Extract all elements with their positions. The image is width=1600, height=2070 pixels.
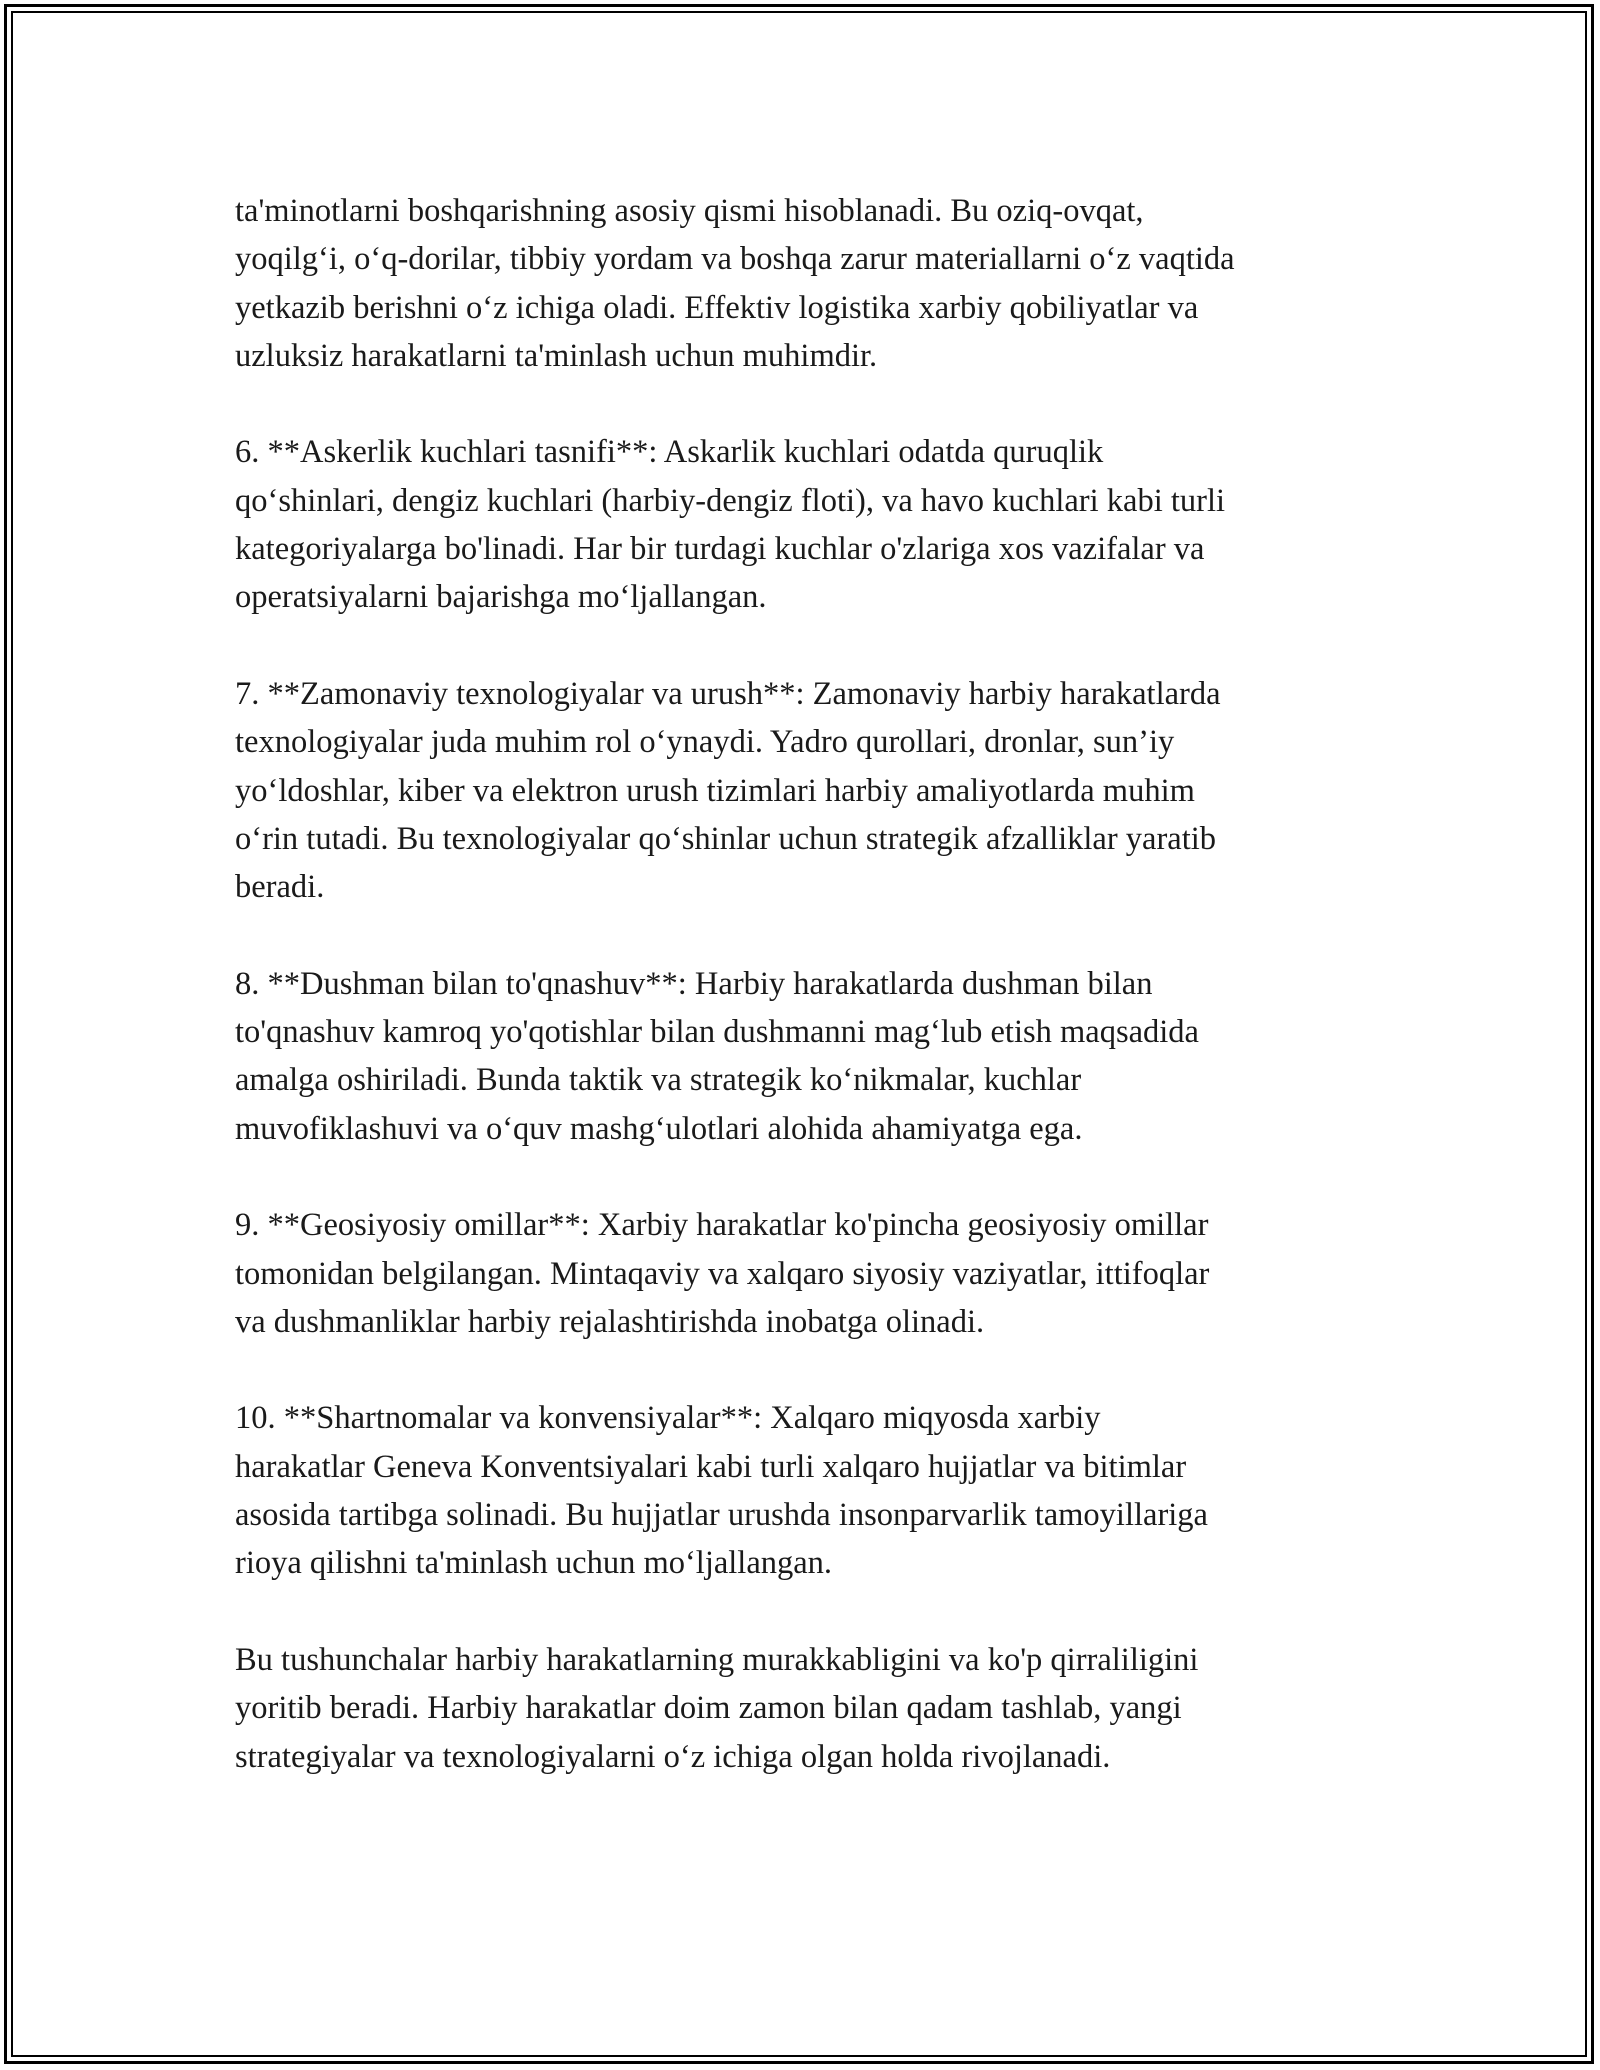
text-line: o‘rin tutadi. Bu texnologiyalar qo‘shinlar uchun strategik afzalliklar yaratib xyxy=(235,820,1217,857)
text-line: yetkazib berishni o‘z ichiga oladi. Effektiv logistika xarbiy qobiliyatlar va xyxy=(235,289,1199,326)
text-line: va dushmanliklar harbiy rejalashtirishda inobatga olinadi. xyxy=(235,1303,985,1340)
text-line: to'qnashuv kamroq yo'qotishlar bilan dushmanni mag‘lub etish maqsadida xyxy=(235,1014,1199,1051)
text-line: qo‘shinlari, dengiz kuchlari (harbiy-dengiz floti), va havo kuchlari kabi turli xyxy=(235,482,1226,519)
text-line: 9. **Geosiyosiy omillar**: Xarbiy harakatlar ko'pincha geosiyosiy omillar xyxy=(235,1207,1209,1244)
text-line: strategiyalar va texnologiyalarni o‘z ichiga olgan holda rivojlanadi. xyxy=(235,1738,1111,1775)
text-line: asosida tartibga solinadi. Bu hujjatlar urushda insonparvarlik tamoyillariga xyxy=(235,1497,1208,1534)
text-line: yoritib beradi. Harbiy harakatlar doim zamon bilan qadam tashlab, yangi xyxy=(235,1690,1182,1727)
text-line: muvofiklashuvi va o‘quv mashg‘ulotlari alohida ahamiyatga ega. xyxy=(235,1110,1083,1147)
text-line: 7. **Zamonaviy texnologiyalar va urush**: Zamonaviy harbiy harakatlarda xyxy=(235,675,1221,712)
text-line: operatsiyalarni bajarishga mo‘ljallangan. xyxy=(235,579,767,616)
text-line: harakatlar Geneva Konventsiyalari kabi turli xalqaro hujjatlar va bitimlar xyxy=(235,1448,1187,1485)
paragraph-item-10 xyxy=(235,1394,1385,1587)
paragraph-item-7 xyxy=(235,670,1385,911)
text-line: tomonidan belgilangan. Mintaqaviy va xalqaro siyosiy vaziyatlar, ittifoqlar xyxy=(235,1255,1210,1292)
text-line: 8. **Dushman bilan to'qnashuv**: Harbiy harakatlarda dushman bilan xyxy=(235,965,1153,1002)
text-line: amalga oshiriladi. Bunda taktik va strategik ko‘nikmalar, kuchlar xyxy=(235,1062,1082,1099)
paragraph-item-6 xyxy=(235,428,1385,621)
paragraph-logistics xyxy=(235,187,1385,380)
document-body xyxy=(235,187,1385,1829)
text-line: uzluksiz harakatlarni ta'minlash uchun muhimdir. xyxy=(235,337,878,374)
text-line: 6. **Askerlik kuchlari tasnifi**: Askarlik kuchlari odatda quruqlik xyxy=(235,434,1104,471)
text-line: ta'minotlarni boshqarishning asosiy qismi hisoblanadi. Bu oziq-ovqat, xyxy=(235,193,1144,229)
text-line: texnologiyalar juda muhim rol o‘ynaydi. Yadro qurollari, dronlar, sun’iy xyxy=(235,724,1175,761)
paragraph-conclusion xyxy=(235,1636,1385,1781)
paragraph-item-9 xyxy=(235,1201,1385,1346)
text-line: rioya qilishni ta'minlash uchun mo‘ljallangan. xyxy=(235,1545,833,1582)
text-line: beradi. xyxy=(235,869,325,906)
text-line: 10. **Shartnomalar va konvensiyalar**: Xalqaro miqyosda xarbiy xyxy=(235,1400,1101,1437)
text-line: yo‘ldoshlar, kiber va elektron urush tizimlari harbiy amaliyotlarda muhim xyxy=(235,772,1195,809)
text-line: kategoriyalarga bo'linadi. Har bir turdagi kuchlar o'zlariga xos vazifalar va xyxy=(235,531,1205,568)
text-line: yoqilg‘i, o‘q-dorilar, tibbiy yordam va boshqa zarur materiallarni o‘z vaqtida xyxy=(235,241,1235,278)
paragraph-item-8 xyxy=(235,960,1385,1153)
text-line: Bu tushunchalar harbiy harakatlarning murakkabligini va ko'p qirraliligini xyxy=(235,1641,1199,1678)
